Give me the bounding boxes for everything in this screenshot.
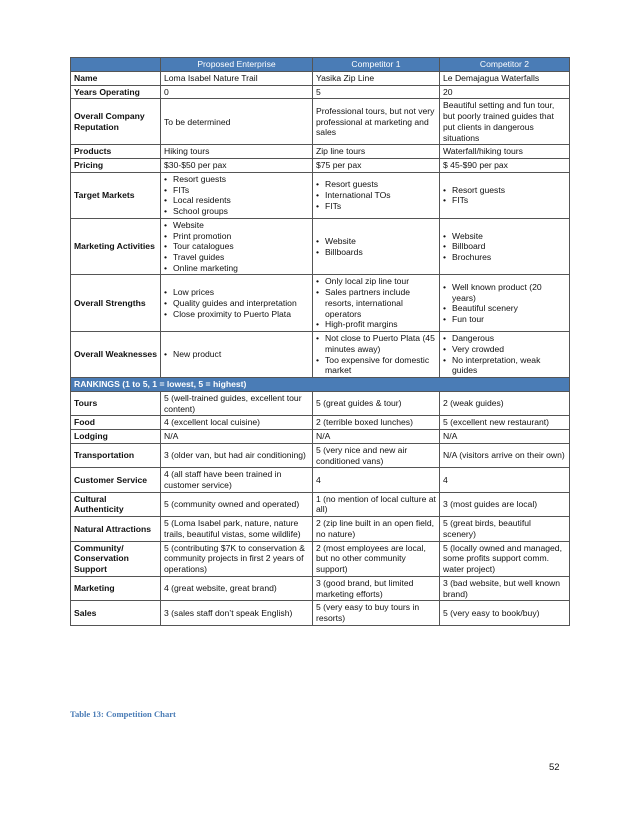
table-cell: 2 (zip line built in an open field, no nature) xyxy=(313,517,440,541)
header-row xyxy=(71,58,570,72)
row-label: Years Operating xyxy=(71,85,161,99)
rankings-header-row xyxy=(71,378,570,392)
list-item: • Online marketing xyxy=(164,263,309,274)
bullet-list xyxy=(443,282,566,325)
list-item: • Dangerous xyxy=(443,333,566,344)
table-cell: Le Demajagua Waterfalls xyxy=(440,72,570,86)
table-cell: 2 (terrible boxed lunches) xyxy=(313,416,440,430)
bullet-list xyxy=(164,174,309,217)
table-cell xyxy=(161,275,313,332)
list-item: • Brochures xyxy=(443,252,566,263)
table-cell: 3 (good brand, but limited marketing efforts) xyxy=(313,576,440,600)
list-item: • Local residents xyxy=(164,195,309,206)
table-cell: 5 (contributing $7K to conservation & community projects in first 2 years of operations) xyxy=(161,541,313,576)
row-label: Marketing Activities xyxy=(71,218,161,275)
table-row xyxy=(71,275,570,332)
row-label: Transportation xyxy=(71,443,161,467)
list-item: • No interpretation, weak guides xyxy=(443,355,566,376)
rankings-title: RANKINGS (1 to 5, 1 = lowest, 5 = highest) xyxy=(71,378,570,392)
table-cell: 2 (weak guides) xyxy=(440,391,570,415)
bullet-list xyxy=(164,287,309,319)
table-cell: 5 (great guides & tour) xyxy=(313,391,440,415)
table-cell: 2 (most employees are local, but no other community support) xyxy=(313,541,440,576)
list-item: • Billboards xyxy=(316,247,436,258)
row-label: Food xyxy=(71,416,161,430)
list-item: • Website xyxy=(316,236,436,247)
row-label: Overall Company Reputation xyxy=(71,99,161,145)
table-row xyxy=(71,443,570,467)
row-label: Marketing xyxy=(71,576,161,600)
list-item: • Resort guests xyxy=(316,179,436,190)
table-cell xyxy=(440,218,570,275)
table-cell: To be determined xyxy=(161,99,313,145)
table-cell: 5 (community owned and operated) xyxy=(161,492,313,516)
table-cell: $75 per pax xyxy=(313,159,440,173)
table-cell: 5 (locally owned and managed, some profits support comm. water project) xyxy=(440,541,570,576)
list-item: • Too expensive for domestic market xyxy=(316,355,436,376)
row-label: Cultural Authenticity xyxy=(71,492,161,516)
bullet-list xyxy=(164,349,309,360)
row-label: Sales xyxy=(71,601,161,625)
bullet-list xyxy=(164,220,309,274)
list-item: • Tour catalogues xyxy=(164,241,309,252)
row-label: Products xyxy=(71,145,161,159)
table-cell: $30-$50 per pax xyxy=(161,159,313,173)
table-cell xyxy=(313,332,440,378)
table-cell: 4 (great website, great brand) xyxy=(161,576,313,600)
table-cell xyxy=(161,332,313,378)
row-label: Target Markets xyxy=(71,172,161,218)
table-row xyxy=(71,85,570,99)
bullet-list xyxy=(443,185,566,206)
list-item: • Print promotion xyxy=(164,231,309,242)
table-cell xyxy=(440,275,570,332)
table-cell: Hiking tours xyxy=(161,145,313,159)
list-item: • High-profit margins xyxy=(316,319,436,330)
table-cell: 4 xyxy=(440,468,570,492)
row-label: Customer Service xyxy=(71,468,161,492)
table-cell: 5 xyxy=(313,85,440,99)
page-number: 52 xyxy=(549,762,560,773)
bullet-list xyxy=(316,179,436,211)
table-row xyxy=(71,492,570,516)
table-cell: 3 (most guides are local) xyxy=(440,492,570,516)
bullet-list xyxy=(316,276,436,330)
table-row xyxy=(71,391,570,415)
row-label: Pricing xyxy=(71,159,161,173)
table-row xyxy=(71,99,570,145)
table-row xyxy=(71,159,570,173)
table-row xyxy=(71,218,570,275)
table-cell: 1 (no mention of local culture at all) xyxy=(313,492,440,516)
list-item: • Website xyxy=(164,220,309,231)
list-item: • FITs xyxy=(443,195,566,206)
header-cell-competitor-2: Competitor 2 xyxy=(440,58,570,72)
table-cell: 5 (very easy to buy tours in resorts) xyxy=(313,601,440,625)
table-cell: 5 (well-trained guides, excellent tour content) xyxy=(161,391,313,415)
list-item: • Only local zip line tour xyxy=(316,276,436,287)
row-label: Tours xyxy=(71,391,161,415)
list-item: • Resort guests xyxy=(443,185,566,196)
table-row xyxy=(71,145,570,159)
table-row xyxy=(71,601,570,625)
list-item: • FITs xyxy=(316,201,436,212)
header-cell-blank xyxy=(71,58,161,72)
table-cell: 4 (excellent local cuisine) xyxy=(161,416,313,430)
competition-table xyxy=(70,57,570,626)
list-item: • Website xyxy=(443,231,566,242)
row-label: Community/ Conservation Support xyxy=(71,541,161,576)
table-row xyxy=(71,517,570,541)
table-cell: $ 45-$90 per pax xyxy=(440,159,570,173)
bullet-list xyxy=(316,236,436,257)
list-item: • School groups xyxy=(164,206,309,217)
table-caption: Table 13: Competition Chart xyxy=(70,709,176,719)
table-row xyxy=(71,72,570,86)
header-cell-proposed: Proposed Enterprise xyxy=(161,58,313,72)
table-cell: N/A xyxy=(161,430,313,444)
table-cell: 4 xyxy=(313,468,440,492)
table-row xyxy=(71,576,570,600)
table-cell xyxy=(313,218,440,275)
table-cell: 3 (bad website, but well known brand) xyxy=(440,576,570,600)
row-label: Name xyxy=(71,72,161,86)
table-cell: N/A xyxy=(313,430,440,444)
list-item: • Close proximity to Puerto Plata xyxy=(164,309,309,320)
table-cell: 0 xyxy=(161,85,313,99)
table-cell: 3 (older van, but had air conditioning) xyxy=(161,443,313,467)
list-item: • Very crowded xyxy=(443,344,566,355)
table-row xyxy=(71,332,570,378)
table-cell xyxy=(440,172,570,218)
table-cell: N/A xyxy=(440,430,570,444)
table-cell: 5 (great birds, beautiful scenery) xyxy=(440,517,570,541)
table-cell: 3 (sales staff don’t speak English) xyxy=(161,601,313,625)
table-cell: 5 (very easy to book/buy) xyxy=(440,601,570,625)
table-cell: 5 (very nice and new air conditioned vans) xyxy=(313,443,440,467)
table-row xyxy=(71,468,570,492)
list-item: • Quality guides and interpretation xyxy=(164,298,309,309)
table-cell: 5 (Loma Isabel park, nature, nature trails, beautiful vistas, some wildlife) xyxy=(161,517,313,541)
bullet-list xyxy=(443,333,566,376)
row-label: Natural Attractions xyxy=(71,517,161,541)
table-cell: N/A (visitors arrive on their own) xyxy=(440,443,570,467)
table-cell: Waterfall/hiking tours xyxy=(440,145,570,159)
table-row xyxy=(71,541,570,576)
table-row xyxy=(71,430,570,444)
list-item: • Beautiful scenery xyxy=(443,303,566,314)
table-cell: Professional tours, but not very professional at marketing and sales xyxy=(313,99,440,145)
row-label: Lodging xyxy=(71,430,161,444)
list-item: • Travel guides xyxy=(164,252,309,263)
row-label: Overall Strengths xyxy=(71,275,161,332)
table-row xyxy=(71,172,570,218)
table-cell: Loma Isabel Nature Trail xyxy=(161,72,313,86)
list-item: • Fun tour xyxy=(443,314,566,325)
list-item: • FITs xyxy=(164,185,309,196)
table-cell: Yasika Zip Line xyxy=(313,72,440,86)
list-item: • New product xyxy=(164,349,309,360)
table-cell xyxy=(313,172,440,218)
list-item: • Billboard xyxy=(443,241,566,252)
table-cell: 20 xyxy=(440,85,570,99)
list-item: • Well known product (20 years) xyxy=(443,282,566,303)
table-cell xyxy=(313,275,440,332)
table-row xyxy=(71,416,570,430)
list-item: • Low prices xyxy=(164,287,309,298)
list-item: • International TOs xyxy=(316,190,436,201)
header-cell-competitor-1: Competitor 1 xyxy=(313,58,440,72)
list-item: • Resort guests xyxy=(164,174,309,185)
row-label: Overall Weaknesses xyxy=(71,332,161,378)
table-cell: 5 (excellent new restaurant) xyxy=(440,416,570,430)
table-cell xyxy=(440,332,570,378)
table-cell: Beautiful setting and fun tour, but poorly trained guides that put clients in dangerous situations xyxy=(440,99,570,145)
table-cell xyxy=(161,218,313,275)
table-cell xyxy=(161,172,313,218)
list-item: • Not close to Puerto Plata (45 minutes away) xyxy=(316,333,436,354)
table-cell: 4 (all staff have been trained in customer service) xyxy=(161,468,313,492)
list-item: • Sales partners include resorts, international operators xyxy=(316,287,436,319)
bullet-list xyxy=(443,231,566,263)
table-cell: Zip line tours xyxy=(313,145,440,159)
bullet-list xyxy=(316,333,436,376)
